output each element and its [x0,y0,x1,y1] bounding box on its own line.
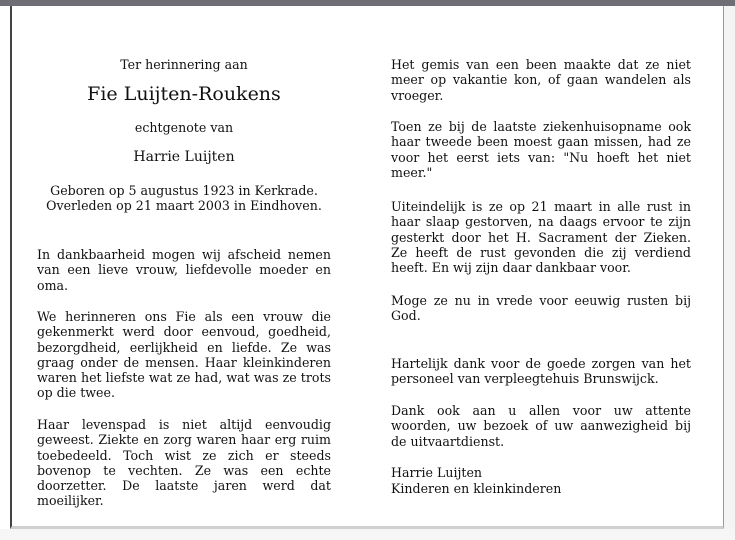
spouse-name: Harrie Luijten [133,149,235,165]
paragraph-farewell: In dankbaarheid mogen wij afscheid nemen van een lieve vrouw, liefdevolle moeder en oma. [37,247,331,293]
birth-line: Geboren op 5 augustus 1923 in Kerkrade. [50,183,318,198]
paragraph-thanks-all: Dank ook aan u allen voor uw attente woorden, uw bezoek of uw aanwezigheid bij de uitvaartdienst. [391,403,691,449]
relation-text: echtgenote van [134,120,234,135]
death-line: Overleden op 21 maart 2003 in Eindhoven. [46,198,322,213]
paragraph-thanks-care: Hartelijk dank voor de goede zorgen van het personeel van verpleegtehuis Brunswijck. [391,356,691,387]
paragraph-remembrance: We herinneren ons Fie als een vrouw die gekenmerkt werd door eenvoud, goedheid, bezorgdheid, eerlijkheid en liefde. Ze was graag onder de mensen. Haar kleinkinderen waren het liefste wat ze had, wat was ze trots op die twee. [37,309,331,401]
paragraph-loss: Het gemis van een been maakte dat ze niet meer op vakantie kon, of gaan wandelen als vroeger. [391,57,691,103]
bottom-margin-shade [0,529,735,540]
paragraph-hospital: Toen ze bij de laatste ziekenhuisopname ook haar tweede been moest gaan missen, had ze voor het eerst iets van: "Nu hoeft het niet meer." [391,119,691,180]
intro-text: Ter herinnering aan [120,57,248,72]
right-margin-shade [724,6,735,540]
paragraph-passing: Uiteindelijk is ze op 21 maart in alle rust in haar slaap gestorven, na daags ervoor te zijn gesterkt door het H. Sacrament der Zieken. Ze heeft de rust gevonden die zij verdiend heeft. En wij zijn daar dankbaar voor. [391,199,691,276]
signature-line-2: Kinderen en kleinkinderen [391,481,562,496]
deceased-name: Fie Luijten-Roukens [87,83,281,105]
paragraph-lifepath: Haar levenspad is niet altijd eenvoudig geweest. Ziekte en zorg waren haar erg ruim toebedeeld. Toch wist ze zich er steeds bovenop te vechten. Ze was een echte doorzetter. De laatste jaren werd dat moeilijker. [37,417,331,509]
paragraph-prayer: Moge ze nu in vrede voor eeuwig rusten bij God. [391,293,691,324]
signature-line-1: Harrie Luijten [391,465,483,480]
